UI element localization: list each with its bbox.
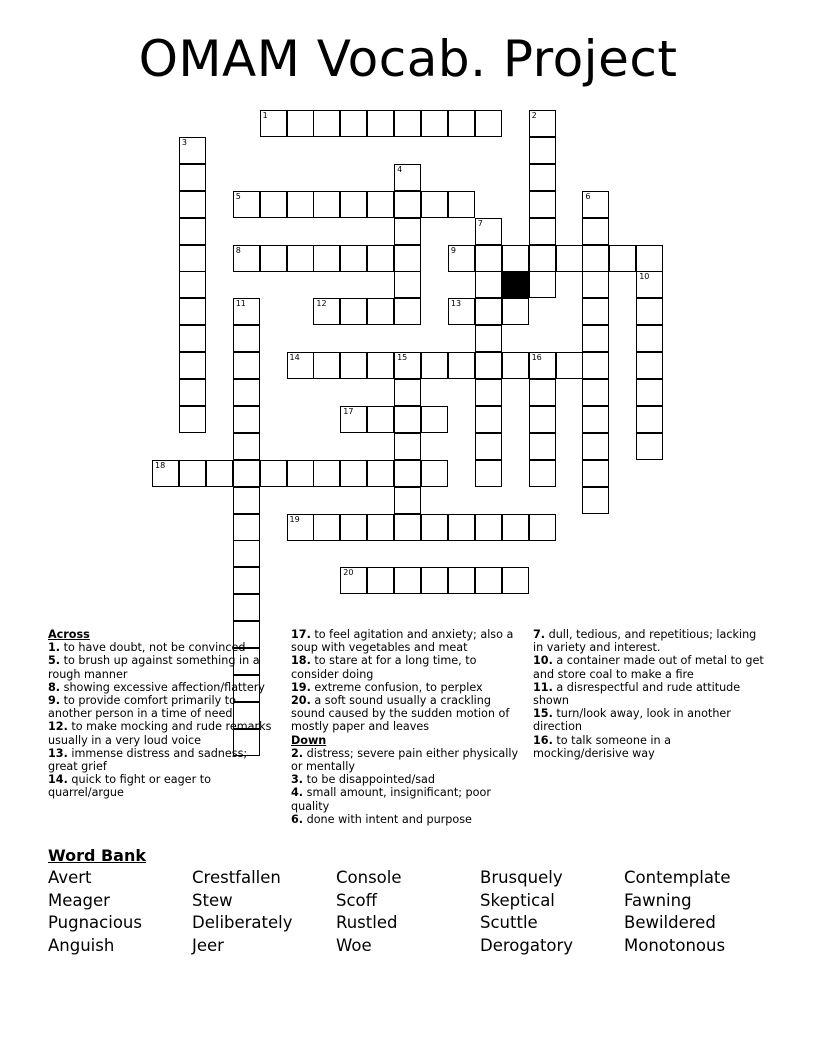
clue-item <box>291 747 523 773</box>
clue-number-label: 9. <box>48 694 61 708</box>
crossword-cell[interactable] <box>340 460 367 487</box>
clue-number-label: 11. <box>533 680 553 694</box>
clue-number-label: 16. <box>533 733 553 747</box>
clue-number: 18 <box>155 460 166 470</box>
clue-item <box>48 747 280 773</box>
down-heading: Down <box>291 733 327 747</box>
crossword-cell[interactable] <box>636 325 663 352</box>
crossword-cell[interactable] <box>475 325 502 352</box>
clue-item <box>291 681 523 694</box>
crossword-cell[interactable] <box>582 245 609 272</box>
clue-number: 11 <box>235 299 246 309</box>
crossword-cell[interactable] <box>636 352 663 379</box>
clue-item <box>533 628 765 654</box>
crossword-cell[interactable] <box>394 406 421 433</box>
crossword-cell[interactable] <box>421 514 448 541</box>
crossword-cell[interactable] <box>179 325 206 352</box>
crossword-cell[interactable] <box>529 514 556 541</box>
crossword-cell[interactable] <box>179 379 206 406</box>
crossword-cell[interactable] <box>340 110 367 137</box>
word-bank-item: Scoff <box>336 891 378 910</box>
crossword-cell[interactable] <box>448 191 475 218</box>
crossword-cell[interactable] <box>582 298 609 325</box>
crossword-cell[interactable] <box>287 460 314 487</box>
clue-number-label: 19. <box>291 680 311 694</box>
clue-number-label: 7. <box>533 628 546 641</box>
clue-item <box>48 654 280 680</box>
crossword-cell[interactable] <box>582 379 609 406</box>
page-title: OMAM Vocab. Project <box>138 30 678 88</box>
crossword-cell[interactable] <box>394 191 421 218</box>
clue-number: 4 <box>397 164 403 174</box>
crossword-cell[interactable] <box>367 110 394 137</box>
crossword-cell[interactable] <box>340 352 367 379</box>
crossword-cell[interactable] <box>421 110 448 137</box>
crossword-cell[interactable] <box>529 406 556 433</box>
clues-column-3 <box>533 628 765 760</box>
crossword-cell[interactable] <box>582 325 609 352</box>
crossword-cell[interactable] <box>233 487 260 514</box>
crossword-cell[interactable] <box>260 191 287 218</box>
crossword-cell[interactable] <box>582 271 609 298</box>
crossword-cell[interactable] <box>179 245 206 272</box>
clue-number: 16 <box>531 353 542 363</box>
crossword-cell[interactable] <box>421 352 448 379</box>
crossword-cell[interactable] <box>233 514 260 541</box>
crossword-cell[interactable] <box>394 245 421 272</box>
crossword-cell[interactable] <box>367 460 394 487</box>
clue-number: 2 <box>531 111 537 120</box>
crossword-cell[interactable] <box>475 110 502 137</box>
word-bank-item: Crestfallen <box>192 868 281 887</box>
clue-text: turn/look away, look in another direction <box>533 707 731 734</box>
crossword-cell[interactable] <box>260 460 287 487</box>
crossword-cell[interactable] <box>394 460 421 487</box>
crossword-cell[interactable] <box>636 245 663 272</box>
crossword-cell[interactable] <box>260 245 287 272</box>
word-bank-item: Fawning <box>624 891 692 910</box>
crossword-cell[interactable] <box>179 298 206 325</box>
clue-number: 17 <box>343 406 354 416</box>
clue-number: 9 <box>450 245 456 255</box>
word-bank-item: Woe <box>336 936 372 955</box>
clue-item <box>291 786 523 812</box>
crossword-cell[interactable] <box>233 594 260 621</box>
clue-text: distress; severe pain either physically or mentally <box>291 746 519 774</box>
word-bank-item: Pugnacious <box>48 913 142 932</box>
clue-number: 7 <box>477 218 483 228</box>
crossword-cell[interactable] <box>313 110 340 137</box>
word-bank-item: Derogatory <box>480 936 574 955</box>
crossword-cell[interactable] <box>448 567 475 594</box>
clue-item <box>291 628 523 654</box>
clue-number-label: 12. <box>48 720 68 734</box>
clue-number: 6 <box>585 191 591 201</box>
clue-text: dull, tedious, and repetitious; lacking in variety and interest. <box>533 628 757 655</box>
clue-item <box>291 773 523 786</box>
word-bank-item: Monotonous <box>624 936 726 955</box>
clue-item <box>533 734 765 760</box>
clue-number: 5 <box>235 191 241 201</box>
crossword-cell[interactable] <box>529 137 556 164</box>
clue-item <box>48 720 280 746</box>
clue-item <box>291 813 523 826</box>
clue-item <box>291 694 523 734</box>
crossword-cell[interactable] <box>313 191 340 218</box>
clue-number-label: 18. <box>291 654 311 668</box>
clue-number-label: 14. <box>48 773 68 787</box>
crossword-cell[interactable] <box>233 352 260 379</box>
crossword-cell[interactable] <box>394 567 421 594</box>
crossword-cell[interactable] <box>394 218 421 245</box>
clue-text: small amount, insignificant; poor quality <box>291 786 491 813</box>
crossword-cell[interactable] <box>233 325 260 352</box>
crossword-cell[interactable] <box>529 164 556 191</box>
clue-text: showing excessive affection/flattery <box>63 680 265 694</box>
crossword-cell[interactable] <box>529 271 556 298</box>
crossword-cell[interactable] <box>582 433 609 460</box>
crossword-cell[interactable] <box>502 567 529 594</box>
crossword-cell[interactable] <box>636 406 663 433</box>
word-bank-item: Console <box>336 868 402 887</box>
crossword-cell[interactable] <box>340 298 367 325</box>
clue-number-label: 6. <box>291 812 304 826</box>
crossword-cell[interactable] <box>367 514 394 541</box>
clue-item <box>291 654 523 680</box>
clue-text: to make mocking and rude remarks usually in a very loud voice <box>48 720 272 747</box>
clue-text: a soft sound usually a crackling sound caused by the sudden motion of mostly paper and leaves <box>291 694 510 734</box>
clue-item <box>533 681 765 707</box>
crossword-cell[interactable] <box>475 271 502 298</box>
clues-column-1 <box>48 628 280 800</box>
clue-number-label: 15. <box>533 707 553 721</box>
crossword-cell[interactable] <box>206 460 233 487</box>
word-bank-item: Deliberately <box>192 913 293 932</box>
crossword-cell[interactable] <box>529 433 556 460</box>
clue-text: extreme confusion, to perplex <box>314 680 483 694</box>
crossword-cell[interactable] <box>394 298 421 325</box>
clue-text: to be disappointed/sad <box>306 773 436 787</box>
crossword-cell[interactable] <box>340 245 367 272</box>
crossword-cell[interactable] <box>313 352 340 379</box>
crossword-cell[interactable] <box>394 433 421 460</box>
crossword-cell[interactable] <box>421 567 448 594</box>
crossword-cell[interactable] <box>529 245 556 272</box>
clue-number: 19 <box>289 514 300 524</box>
clues-column-2 <box>291 628 523 826</box>
crossword-cell[interactable] <box>502 245 529 272</box>
clue-number-label: 5. <box>48 654 61 668</box>
crossword-cell[interactable] <box>529 191 556 218</box>
crossword-cell[interactable] <box>233 379 260 406</box>
clue-text: a container made out of metal to get and store coal to make a fire <box>533 654 764 681</box>
crossword-cell[interactable] <box>367 245 394 272</box>
clue-number-label: 20. <box>291 694 311 708</box>
crossword-cell[interactable] <box>394 487 421 514</box>
word-bank-item: Anguish <box>48 936 115 955</box>
clue-number-label: 8. <box>48 680 61 694</box>
clue-number: 15 <box>397 353 408 363</box>
word-bank-item: Contemplate <box>624 868 731 887</box>
crossword-cell[interactable] <box>367 406 394 433</box>
word-bank-item: Brusquely <box>480 868 563 887</box>
crossword-cell[interactable] <box>582 218 609 245</box>
word-bank-item: Meager <box>48 891 110 910</box>
clue-number: 8 <box>235 245 241 255</box>
clue-number: 1 <box>262 111 268 120</box>
crossword-cell[interactable] <box>394 271 421 298</box>
across-heading: Across <box>48 628 90 641</box>
crossword-cell[interactable] <box>313 245 340 272</box>
crossword-cell[interactable] <box>367 352 394 379</box>
crossword-cell[interactable] <box>582 487 609 514</box>
clue-number: 12 <box>316 299 327 309</box>
crossword-cell[interactable] <box>475 298 502 325</box>
crossword-cell[interactable] <box>502 352 529 379</box>
crossword-cell[interactable] <box>179 191 206 218</box>
word-bank-item: Scuttle <box>480 913 538 932</box>
crossword-cell[interactable] <box>287 110 314 137</box>
clue-item <box>533 654 765 680</box>
clue-number-label: 3. <box>291 773 304 787</box>
crossword-cell[interactable] <box>179 218 206 245</box>
crossword-cell[interactable] <box>582 352 609 379</box>
crossword-cell[interactable] <box>233 406 260 433</box>
clue-text: immense distress and sadness; great grief <box>48 746 248 774</box>
crossword-cell[interactable] <box>394 514 421 541</box>
crossword-cell[interactable] <box>529 218 556 245</box>
crossword-cell[interactable] <box>582 406 609 433</box>
word-bank-heading: Word Bank <box>48 846 147 865</box>
crossword-cell[interactable] <box>313 460 340 487</box>
clue-number-label: 13. <box>48 746 68 760</box>
word-bank-item: Avert <box>48 868 92 887</box>
word-bank-item: Skeptical <box>480 891 555 910</box>
clue-text: to provide comfort primarily to another person in a time of need <box>48 694 236 721</box>
word-bank-item: Bewildered <box>624 913 716 932</box>
crossword-cell[interactable] <box>179 164 206 191</box>
crossword-cell[interactable] <box>475 460 502 487</box>
crossword-cell[interactable] <box>636 379 663 406</box>
crossword-cell[interactable] <box>502 298 529 325</box>
clue-number: 20 <box>343 568 354 578</box>
clue-item <box>48 773 280 799</box>
crossword-cell[interactable] <box>179 460 206 487</box>
crossword-cell[interactable] <box>340 191 367 218</box>
crossword-cell[interactable] <box>475 514 502 541</box>
crossword-cell[interactable] <box>233 540 260 567</box>
clue-item <box>48 641 280 654</box>
crossword-cell[interactable] <box>475 245 502 272</box>
crossword-cell[interactable] <box>421 191 448 218</box>
clue-number: 13 <box>450 299 462 309</box>
clue-text: to have doubt, not be convinced <box>63 641 246 655</box>
crossword-block <box>502 271 529 298</box>
crossword-cell[interactable] <box>556 352 583 379</box>
word-bank-item: Rustled <box>336 913 398 932</box>
crossword-cell[interactable] <box>448 514 475 541</box>
crossword-cell[interactable] <box>475 567 502 594</box>
crossword-cell[interactable] <box>394 379 421 406</box>
crossword-cell[interactable] <box>233 433 260 460</box>
crossword-cell[interactable] <box>179 271 206 298</box>
crossword-cell[interactable] <box>502 514 529 541</box>
crossword-cell[interactable] <box>421 406 448 433</box>
clue-text: to brush up against something in a rough manner <box>48 654 260 681</box>
crossword-cell[interactable] <box>287 245 314 272</box>
clue-text: to talk someone in a mocking/derisive way <box>533 733 672 760</box>
crossword-cell[interactable] <box>529 379 556 406</box>
clue-number: 10 <box>639 272 650 282</box>
crossword-cell[interactable] <box>313 514 340 541</box>
clue-item <box>48 681 280 694</box>
crossword-cell[interactable] <box>475 433 502 460</box>
crossword-cell[interactable] <box>609 245 636 272</box>
crossword-cell[interactable] <box>529 460 556 487</box>
crossword-cell[interactable] <box>233 460 260 487</box>
crossword-cell[interactable] <box>636 433 663 460</box>
crossword-cell[interactable] <box>448 110 475 137</box>
clue-number: 3 <box>181 137 187 147</box>
crossword-cell[interactable] <box>394 110 421 137</box>
crossword-cell[interactable] <box>448 352 475 379</box>
clue-number-label: 4. <box>291 786 304 800</box>
clue-text: to stare at for a long time, to consider doing <box>291 654 477 681</box>
crossword-cell[interactable] <box>367 191 394 218</box>
crossword-cell[interactable] <box>287 191 314 218</box>
crossword-cell[interactable] <box>475 379 502 406</box>
crossword-cell[interactable] <box>475 406 502 433</box>
clue-text: a disrespectful and rude attitude shown <box>533 680 741 708</box>
crossword-cell[interactable] <box>556 245 583 272</box>
crossword-cell[interactable] <box>636 298 663 325</box>
clue-item <box>48 694 280 720</box>
crossword-cell[interactable] <box>179 352 206 379</box>
crossword-cell[interactable] <box>367 298 394 325</box>
clue-number-label: 10. <box>533 654 553 668</box>
crossword-cell[interactable] <box>367 567 394 594</box>
clue-text: to feel agitation and anxiety; also a soup with vegetables and meat <box>291 628 514 655</box>
word-bank-item: Stew <box>192 891 233 910</box>
word-bank-item: Jeer <box>192 936 224 955</box>
crossword-cell[interactable] <box>475 352 502 379</box>
crossword-cell[interactable] <box>179 406 206 433</box>
clue-text: done with intent and purpose <box>306 812 472 826</box>
clue-number-label: 17. <box>291 628 311 641</box>
clue-number-label: 2. <box>291 746 304 760</box>
clue-item <box>533 707 765 733</box>
clue-text: quick to fight or eager to quarrel/argue <box>48 773 211 800</box>
crossword-cell[interactable] <box>582 460 609 487</box>
crossword-cell[interactable] <box>233 567 260 594</box>
crossword-cell[interactable] <box>421 460 448 487</box>
clue-number-label: 1. <box>48 641 61 655</box>
clue-number: 14 <box>289 353 300 363</box>
crossword-cell[interactable] <box>340 514 367 541</box>
